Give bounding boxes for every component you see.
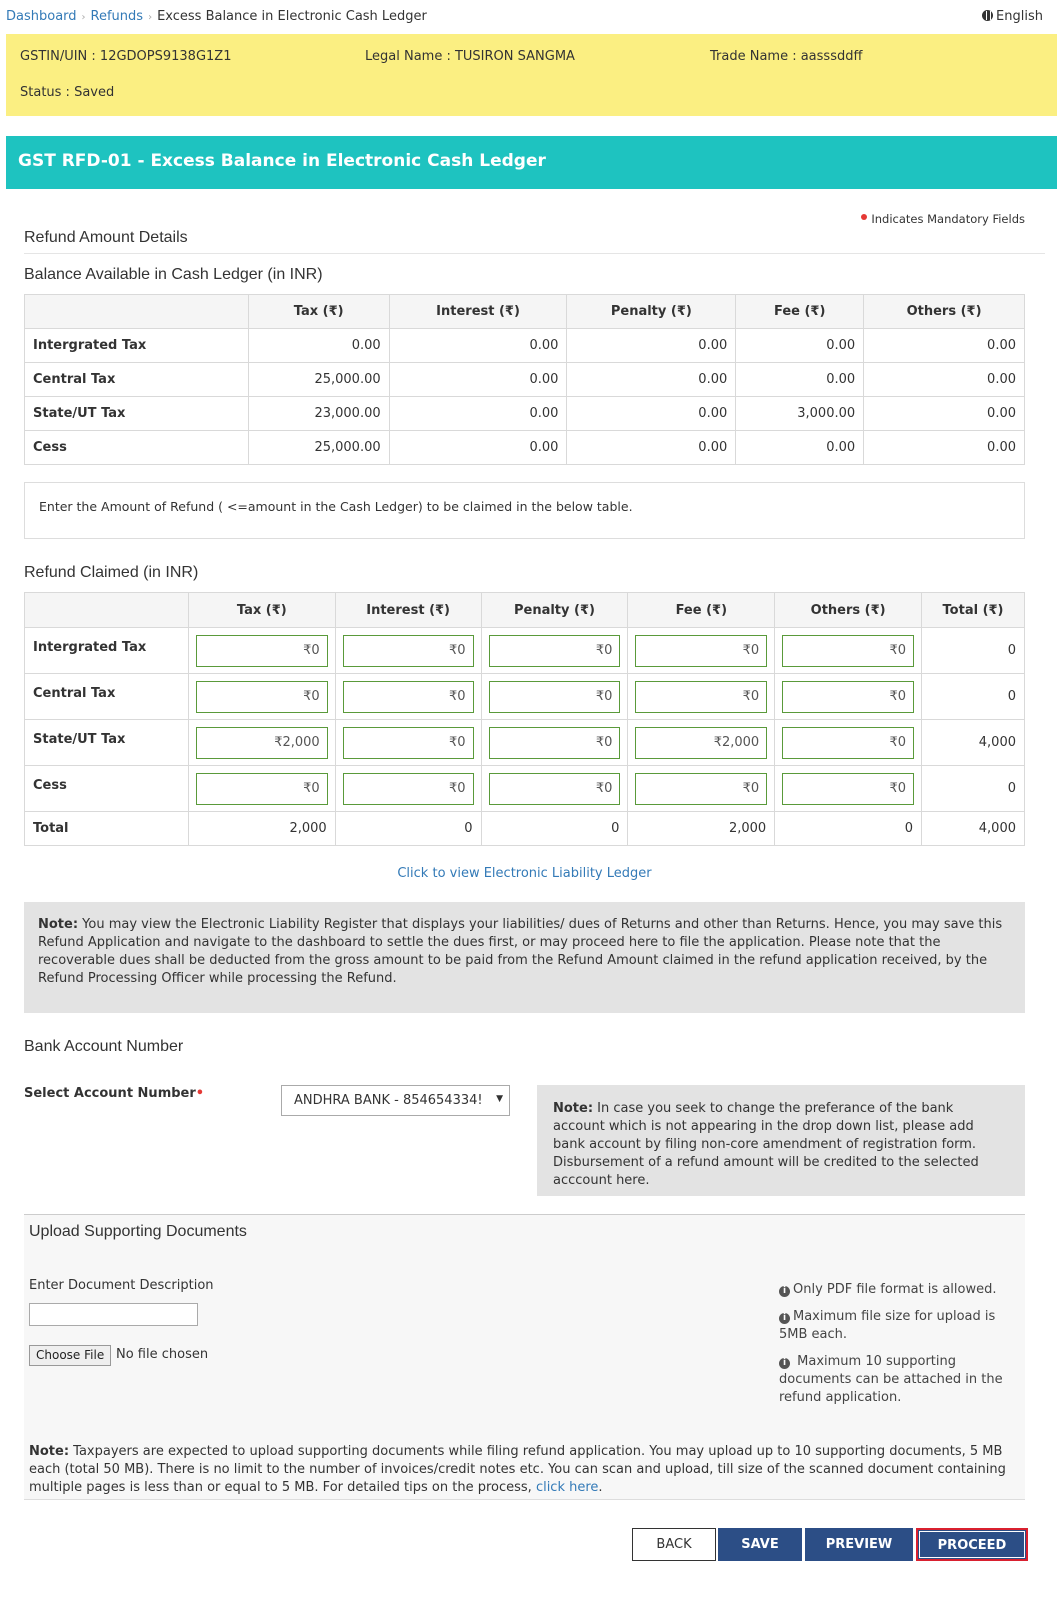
cell-value: 0.00 [864, 329, 1025, 363]
column-header: Others (₹) [775, 593, 922, 628]
total-value: 2,000 [628, 812, 775, 846]
tip-text: Maximum file size for upload is 5MB each. [779, 1309, 996, 1342]
cell-value: 0.00 [389, 329, 567, 363]
row-label: Intergrated Tax [25, 628, 189, 674]
cell-value: 0.00 [567, 397, 736, 431]
preview-button[interactable]: PREVIEW [805, 1528, 913, 1561]
cgst-tax-input[interactable] [196, 681, 328, 713]
table-row [25, 766, 1025, 812]
tip-text: Only PDF file format is allowed. [793, 1282, 997, 1297]
gstin-text: GSTIN/UIN : 12GDOPS9138G1Z1 [20, 49, 232, 64]
breadcrumb-separator: › [81, 12, 86, 23]
sgst-fee-input[interactable] [635, 727, 767, 759]
cess-interest-input[interactable] [343, 773, 474, 805]
table-row [25, 674, 1025, 720]
upload-tip [779, 1281, 1009, 1299]
total-value: 0 [775, 812, 922, 846]
table-header-row [25, 295, 1025, 329]
cell-value: 0.00 [567, 329, 736, 363]
sgst-interest-input[interactable] [343, 727, 474, 759]
note-end: . [598, 1480, 603, 1495]
cell-value: 0.00 [389, 431, 567, 465]
input-cell [775, 766, 922, 812]
note-prefix: Note: [38, 917, 79, 932]
cell-value: 3,000.00 [736, 397, 864, 431]
table-row [25, 363, 1025, 397]
note-prefix: Note: [553, 1101, 594, 1116]
taxpayer-info-banner [6, 34, 1057, 116]
refund-claimed-table [24, 592, 1025, 846]
table-row [25, 628, 1025, 674]
mandatory-legend-text: Indicates Mandatory Fields [871, 212, 1025, 226]
input-cell [628, 766, 775, 812]
upload-note [29, 1443, 1019, 1497]
column-header: Tax (₹) [248, 295, 389, 329]
mandatory-legend [861, 212, 1025, 226]
cess-others-input[interactable] [782, 773, 914, 805]
info-icon: i [779, 1358, 790, 1369]
cell-value: 0.00 [248, 329, 389, 363]
cell-value: 25,000.00 [248, 363, 389, 397]
no-file-text: No file chosen [116, 1347, 209, 1362]
divider [24, 253, 1045, 254]
input-cell [628, 674, 775, 720]
row-total: 0 [922, 766, 1025, 812]
balance-title: Balance Available in Cash Ledger (in INR) [24, 266, 323, 283]
detailed-tips-link[interactable]: click here [535, 1480, 599, 1495]
page-title: GST RFD-01 - Excess Balance in Electronic Cash Ledger [6, 136, 1057, 189]
input-cell [481, 628, 628, 674]
column-header: Interest (₹) [335, 593, 481, 628]
input-cell [188, 766, 335, 812]
column-header [25, 295, 249, 329]
input-cell [775, 628, 922, 674]
trade-name-text: Trade Name : aasssddff [710, 49, 863, 64]
input-cell [775, 720, 922, 766]
total-value: 2,000 [188, 812, 335, 846]
upload-title: Upload Supporting Documents [29, 1223, 247, 1240]
input-cell [335, 766, 481, 812]
cell-value: 0.00 [736, 329, 864, 363]
account-number-label-text: Select Account Number [24, 1086, 196, 1101]
cell-value: 0.00 [864, 363, 1025, 397]
row-total: 0 [922, 628, 1025, 674]
cell-value: 0.00 [864, 431, 1025, 465]
column-header: Others (₹) [864, 295, 1025, 329]
table-row [25, 329, 1025, 363]
column-header: Interest (₹) [389, 295, 567, 329]
cell-value: 0.00 [864, 397, 1025, 431]
note-text: You may view the Electronic Liability Register that displays your liabilities/ dues of Returns and other than Returns. Hence, you may save this Refund Application and navigate to the dashboard to settle the dues first, or may proceed here to file the application. Please note that the recoverable dues shall be deducted from the gross amount to be paid from the Refund Amount claimed in the refund application received, by the Refund Processing Officer while processing the Refund. [38, 917, 1003, 986]
column-header [25, 593, 189, 628]
view-liability-ledger-link[interactable]: Click to view Electronic Liability Ledger [397, 866, 652, 881]
input-cell [481, 674, 628, 720]
sgst-tax-input[interactable] [196, 727, 328, 759]
column-header: Penalty (₹) [567, 295, 736, 329]
upload-tip [779, 1308, 1009, 1344]
column-header: Tax (₹) [188, 593, 335, 628]
enter-amount-info: Enter the Amount of Refund ( <=amount in the Cash Ledger) to be claimed in the below table. [24, 482, 1025, 539]
table-row [25, 431, 1025, 465]
globe-icon [982, 10, 993, 21]
input-cell [188, 628, 335, 674]
total-row [25, 812, 1025, 846]
upload-tip [779, 1353, 1009, 1407]
upload-documents-section [24, 1214, 1025, 1500]
row-total: 0 [922, 674, 1025, 720]
account-number-label [24, 1086, 204, 1101]
breadcrumb [6, 9, 427, 24]
language-label: English [996, 9, 1043, 24]
liability-link-wrap [0, 866, 1049, 881]
row-label: Central Tax [25, 674, 189, 720]
legal-name-text: Legal Name : TUSIRON SANGMA [365, 49, 575, 64]
cell-value: 23,000.00 [248, 397, 389, 431]
cgst-fee-input[interactable] [635, 681, 767, 713]
note-text: Taxpayers are expected to upload supporting documents while filing refund application. You may upload up to 10 supporting documents, 5 MB each (total 50 MB). There is no limit to the number of invoices/credit notes etc. You can scan and upload, till size of the scanned document containing multiple pages is less than or equal to 5 MB. For detailed tips on the process, [29, 1444, 1006, 1495]
input-cell [775, 674, 922, 720]
note-text: In case you seek to change the preferance of the bank account which is not appearing in the drop down list, please add bank account by filing non-core amendment of registration form. Disbursement of a refund amount will be credited to the selected acccount here. [553, 1101, 979, 1188]
row-label: Total [25, 812, 189, 846]
row-label: State/UT Tax [25, 720, 189, 766]
column-header: Penalty (₹) [481, 593, 628, 628]
required-dot-icon [861, 214, 867, 220]
document-description-label: Enter Document Description [29, 1278, 214, 1293]
refund-amount-title: Refund Amount Details [24, 229, 188, 246]
tip-text: Maximum 10 supporting documents can be attached in the refund application. [779, 1354, 1003, 1405]
table-row [25, 397, 1025, 431]
row-label: Cess [25, 766, 189, 812]
bank-account-title: Bank Account Number [24, 1038, 184, 1055]
back-button[interactable]: BACK [632, 1528, 716, 1561]
total-value: 0 [481, 812, 628, 846]
column-header: Fee (₹) [628, 593, 775, 628]
status-text: Status : Saved [20, 85, 115, 100]
cgst-others-input[interactable] [782, 681, 914, 713]
igst-fee-input[interactable] [635, 635, 767, 667]
table-row [25, 720, 1025, 766]
cell-value: 0.00 [736, 363, 864, 397]
column-header: Total (₹) [922, 593, 1025, 628]
total-value: 0 [335, 812, 481, 846]
table-header-row [25, 593, 1025, 628]
dropdown-arrow-icon: ▼ [496, 1094, 503, 1104]
input-cell [335, 674, 481, 720]
upload-tips [779, 1281, 1009, 1416]
cgst-interest-input[interactable] [343, 681, 474, 713]
cash-ledger-table [24, 294, 1025, 465]
row-label: State/UT Tax [25, 397, 249, 431]
info-icon: i [779, 1286, 790, 1297]
input-cell [188, 674, 335, 720]
input-cell [188, 720, 335, 766]
proceed-button[interactable]: PROCEED [916, 1528, 1028, 1561]
top-bar [0, 0, 1063, 34]
cell-value: 0.00 [567, 431, 736, 465]
cess-fee-input[interactable] [635, 773, 767, 805]
input-cell [335, 720, 481, 766]
bank-account-note [537, 1085, 1025, 1196]
input-cell [628, 628, 775, 674]
igst-others-input[interactable] [782, 635, 914, 667]
breadcrumb-refunds[interactable]: Refunds [90, 9, 144, 24]
account-selected-value: ANDHRA BANK - 854654334! [294, 1093, 483, 1108]
column-header: Fee (₹) [736, 295, 864, 329]
igst-interest-input[interactable] [343, 635, 474, 667]
language-selector[interactable] [982, 9, 1043, 24]
cell-value: 25,000.00 [248, 431, 389, 465]
save-button[interactable]: SAVE [718, 1528, 802, 1561]
sgst-others-input[interactable] [782, 727, 914, 759]
sgst-penalty-input[interactable] [489, 727, 621, 759]
input-cell [481, 720, 628, 766]
input-cell [481, 766, 628, 812]
row-total: 4,000 [922, 720, 1025, 766]
igst-tax-input[interactable] [196, 635, 328, 667]
breadcrumb-dashboard[interactable]: Dashboard [6, 9, 77, 24]
breadcrumb-current: Excess Balance in Electronic Cash Ledger [157, 9, 427, 24]
input-cell [335, 628, 481, 674]
cell-value: 0.00 [567, 363, 736, 397]
refund-claimed-title: Refund Claimed (in INR) [24, 564, 199, 581]
info-icon: i [779, 1313, 790, 1324]
row-label: Intergrated Tax [25, 329, 249, 363]
document-description-input[interactable] [29, 1303, 198, 1326]
cell-value: 0.00 [389, 363, 567, 397]
cell-value: 0.00 [736, 431, 864, 465]
liability-note [24, 902, 1025, 1013]
cess-tax-input[interactable] [196, 773, 328, 805]
input-cell [628, 720, 775, 766]
note-prefix: Note: [29, 1444, 70, 1459]
breadcrumb-separator: › [148, 12, 153, 23]
total-value: 4,000 [922, 812, 1025, 846]
row-label: Central Tax [25, 363, 249, 397]
cell-value: 0.00 [389, 397, 567, 431]
igst-penalty-input[interactable] [489, 635, 621, 667]
cess-penalty-input[interactable] [489, 773, 621, 805]
row-label: Cess [25, 431, 249, 465]
account-number-select[interactable] [281, 1085, 510, 1116]
required-marker: • [195, 1086, 205, 1101]
cgst-penalty-input[interactable] [489, 681, 621, 713]
choose-file-button[interactable]: Choose File [29, 1345, 111, 1366]
